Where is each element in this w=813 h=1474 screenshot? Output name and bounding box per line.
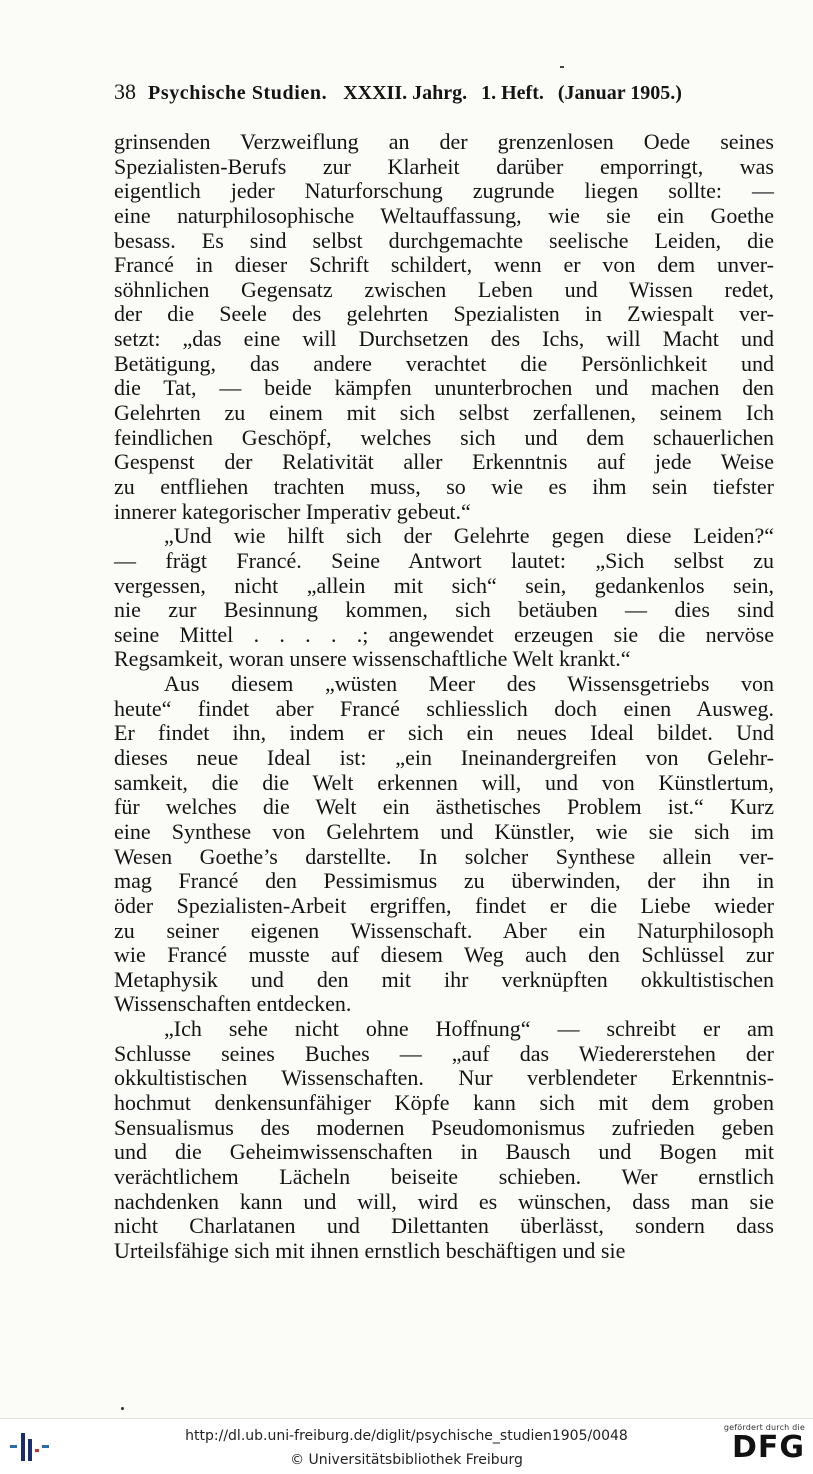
text-line: Spezialisten-Berufs zur Klarheit darüber emporringt, was [114, 153, 774, 179]
text-line: Betätigung, das andere verachtet die Persönlichkeit und [114, 350, 774, 376]
text-line: eine naturphilosophische Weltauffassung, wie sie ein Goethe [114, 202, 774, 228]
text-line: zu seiner eigenen Wissenschaft. Aber ein Naturphilosoph [114, 917, 774, 943]
scan-speck [121, 1407, 124, 1410]
body-text [114, 130, 774, 1263]
text-line: eigentlich jeder Naturforschung zugrunde liegen sollte: — [114, 178, 774, 204]
journal-title: Psychische Studien. [148, 82, 328, 104]
text-line: Schlusse seines Buches — „auf das Wiedererstehen der [114, 1040, 774, 1066]
text-line: der die Seele des gelehrten Spezialisten in Zwiespalt ver- [114, 301, 774, 327]
issue-label: 1. Heft. [481, 82, 544, 104]
volume-label: XXXII. Jahrg. [343, 82, 468, 104]
text-line: seine Mittel . . . . .; angewendet erzeugen sie die nervöse [114, 621, 774, 647]
text-line: Aus diesem „wüsten Meer des Wissensgetriebs von [164, 671, 774, 697]
text-line: die Tat, — beide kämpfen ununterbrochen und machen den [114, 375, 774, 401]
text-line: mag Francé den Pessimismus zu überwinden, der ihn in [114, 868, 774, 894]
dfg-wordmark: DFG [731, 1430, 805, 1465]
text-line: Gespenst der Relativität aller Erkenntnis auf jede Weise [114, 449, 774, 475]
text-line: Gelehrten zu einem mit sich selbst zerfallenen, seinem Ich [114, 400, 774, 426]
text-line: setzt: „das eine will Durchsetzen des Ichs, will Macht und [114, 326, 774, 352]
text-line: grinsenden Verzweiflung an der grenzenlosen Oede seines [114, 129, 774, 154]
dfg-logo[interactable] [713, 1423, 805, 1471]
text-line: „Ich sehe nicht ohne Hoffnung“ — schreibt er am [164, 1016, 774, 1042]
page-number: 38 [114, 79, 136, 104]
text-line: innerer kategorischer Imperativ gebeut.“ [114, 498, 471, 524]
viewer-footer [0, 1418, 813, 1474]
text-line: für welches die Welt ein ästhetisches Problem ist.“ Kurz [114, 794, 774, 820]
text-line: Urteilsfähige sich mit ihnen ernstlich beschäftigen und sie [114, 1237, 626, 1263]
text-line: heute“ findet aber Francé schliesslich doch einen Ausweg. [114, 695, 774, 721]
text-line: Wissenschaften entdecken. [114, 991, 352, 1017]
text-line: zu entfliehen trachten muss, so wie es ihm sein tiefster [114, 473, 774, 499]
text-line: nicht Charlatanen und Dilettanten überlässt, sondern dass [114, 1213, 774, 1239]
text-line: feindlichen Geschöpf, welches sich und dem schauerlichen [114, 424, 774, 450]
scan-mark [560, 66, 564, 68]
text-line: okkultistischen Wissenschaften. Nur verblendeter Erkenntnis- [114, 1065, 774, 1091]
text-line: Wesen Goethe’s darstellte. In solcher Synthese allein ver- [114, 843, 774, 869]
issue-date: (Januar 1905.) [557, 82, 682, 104]
text-line: „Und wie hilft sich der Gelehrte gegen diese Leiden?“ [164, 523, 774, 549]
text-line: samkeit, die die Welt erkennen will, und von Künstlertum, [114, 769, 774, 795]
text-line: söhnlichen Gegensatz zwischen Leben und Wissen redet, [114, 276, 774, 302]
text-line: — frägt Francé. Seine Antwort lautet: „Sich selbst zu [114, 547, 774, 573]
dfg-funding-text: gefördert durch die [723, 1423, 805, 1432]
text-line: verächtlichem Lächeln beiseite schieben. Wer ernstlich [114, 1163, 774, 1189]
text-line: hochmut denkensunfähiger Köpfe kann sich mit dem groben [114, 1089, 774, 1115]
text-line: und die Geheimwissenschaften in Bausch und Bogen mit [114, 1139, 774, 1165]
text-line: eine Synthese von Gelehrtem und Künstler, wie sie sich im [114, 818, 774, 844]
text-line: Regsamkeit, woran unsere wissenschaftliche Welt krankt.“ [114, 646, 631, 672]
text-line: Francé in dieser Schrift schildert, wenn er von dem unver- [114, 252, 774, 278]
text-line: wie Francé musste auf diesem Weg auch den Schlüssel zur [114, 942, 774, 968]
text-line: Er findet ihn, indem er sich ein neues Ideal bildet. Und [114, 720, 774, 746]
text-line: öder Spezialisten-Arbeit ergriffen, findet er die Liebe wieder [114, 892, 774, 918]
text-line: Sensualismus des modernen Pseudomonismus zufrieden geben [114, 1114, 774, 1140]
text-line: Metaphysik und den mit ihr verknüpften okkultistischen [114, 966, 774, 992]
text-line: nachdenken kann und will, wird es wünschen, dass man sie [114, 1188, 774, 1214]
text-line: nie zur Besinnung kommen, sich betäuben — dies sind [114, 597, 774, 623]
permalink-url[interactable]: http://dl.ub.uni-freiburg.de/diglit/psychische_studien1905/0048 [185, 1428, 628, 1444]
running-header [114, 79, 774, 109]
text-line: vergessen, nicht „allein mit sich“ sein, gedankenlos sein, [114, 572, 774, 598]
text-line: dieses neue Ideal ist: „ein Ineinandergreifen von Gelehr- [114, 745, 774, 771]
copyright-notice: © Universitätsbibliothek Freiburg [290, 1452, 523, 1468]
text-line: besass. Es sind selbst durchgemachte seelische Leiden, die [114, 227, 774, 253]
